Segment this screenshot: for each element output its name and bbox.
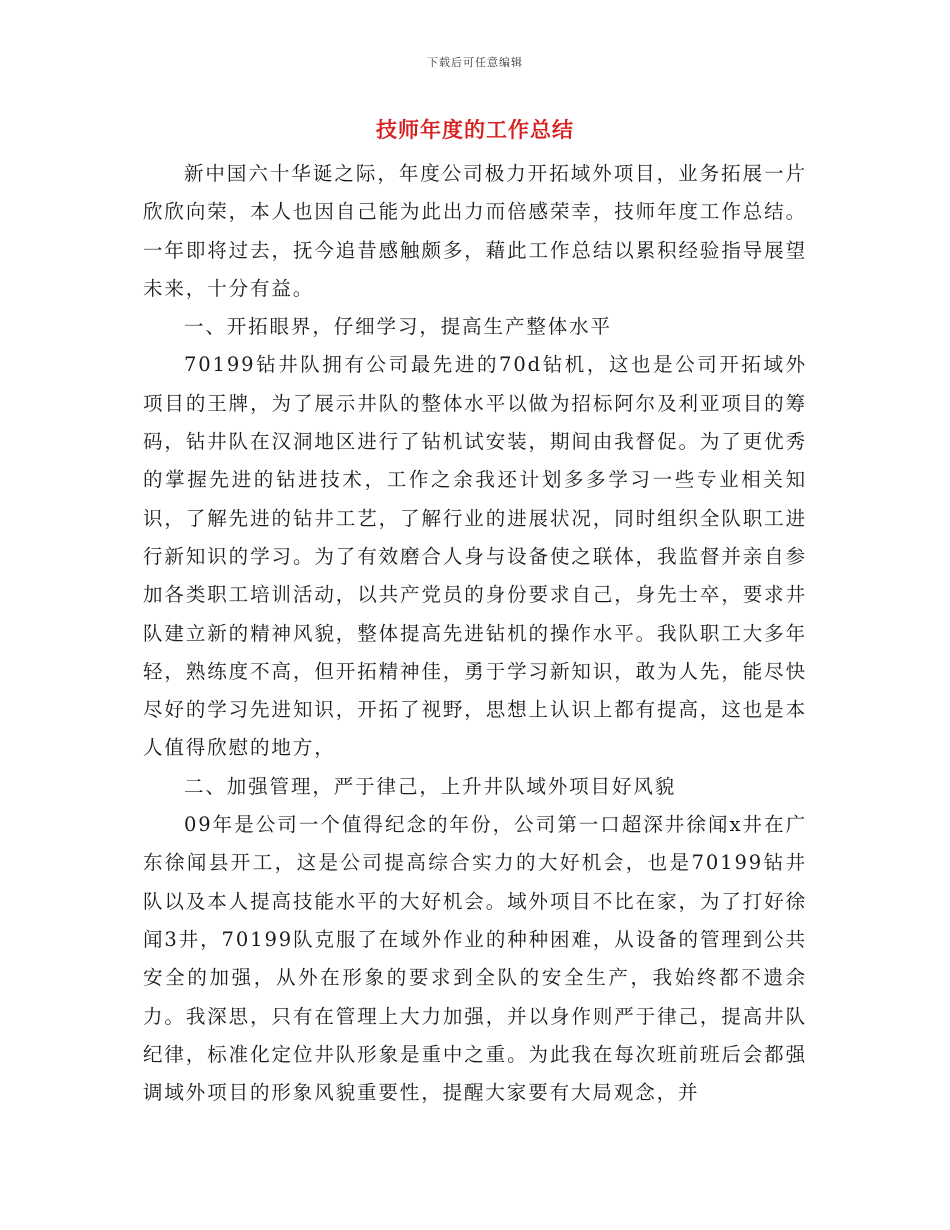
section-heading-1: 一、开拓眼界，仔细学习，提高生产整体水平 bbox=[183, 315, 612, 339]
document-body bbox=[143, 155, 807, 1112]
paragraph-intro: 新中国六十华诞之际，年度公司极力开拓域外项目，业务拓展一片欣欣向荣，本人也因自己能为此出力而倍感荣幸，技师年度工作总结。一年即将过去，抚今追昔感触颇多，藉此工作总结以累积经验指导展望未来，十分有益。 bbox=[143, 162, 807, 300]
paragraph-section-2: 09年是公司一个值得纪念的年份，公司第一口超深井徐闻x井在广东徐闻县开工，这是公司提高综合实力的大好机会，也是70199钻井队以及本人提高技能水平的大好机会。域外项目不比在家，为了打好徐闻3井，70199队克服了在域外作业的种种困难，从设备的管理到公共安全的加强，从外在形象的要求到全队的安全生产，我始终都不遗余力。我深思，只有在管理上大力加强，并以身作则严于律己，提高井队纪律，标准化定位井队形象是重中之重。为此我在每次班前班后会都强调域外项目的形象风貌重要性，提醒大家要有大局观念，并 bbox=[143, 813, 807, 1105]
section-heading-2: 二、加强管理，严于律己，上升井队域外项目好风貌 bbox=[183, 774, 677, 798]
document-title: 技师年度的工作总结 bbox=[376, 118, 574, 142]
paragraph-section-1: 70199钻井队拥有公司最先进的70d钻机，这也是公司开拓域外项目的王牌，为了展示井队的整体水平以做为招标阿尔及利亚项目的筹码，钻井队在汉洞地区进行了钻机试安装，期间由我督促。为了更优秀的掌握先进的钻进技术，工作之余我还计划多多学习一些专业相关知识，了解先进的钻井工艺，了解行业的进展状况，同时组织全队职工进行新知识的学习。为了有效磨合人身与设备使之联体，我监督并亲自参加各类职工培训活动，以共产党员的身份要求自己，身先士卒，要求井队建立新的精神风貌，整体提高先进钻机的操作水平。我队职工大多年轻，熟练度不高，但开拓精神佳，勇于学习新知识，敢为人先，能尽快尽好的学习先进知识，开拓了视野，思想上认识上都有提高，这也是本人值得欣慰的地方， bbox=[143, 353, 807, 760]
header-note: 下载后可任意编辑 bbox=[427, 56, 523, 69]
